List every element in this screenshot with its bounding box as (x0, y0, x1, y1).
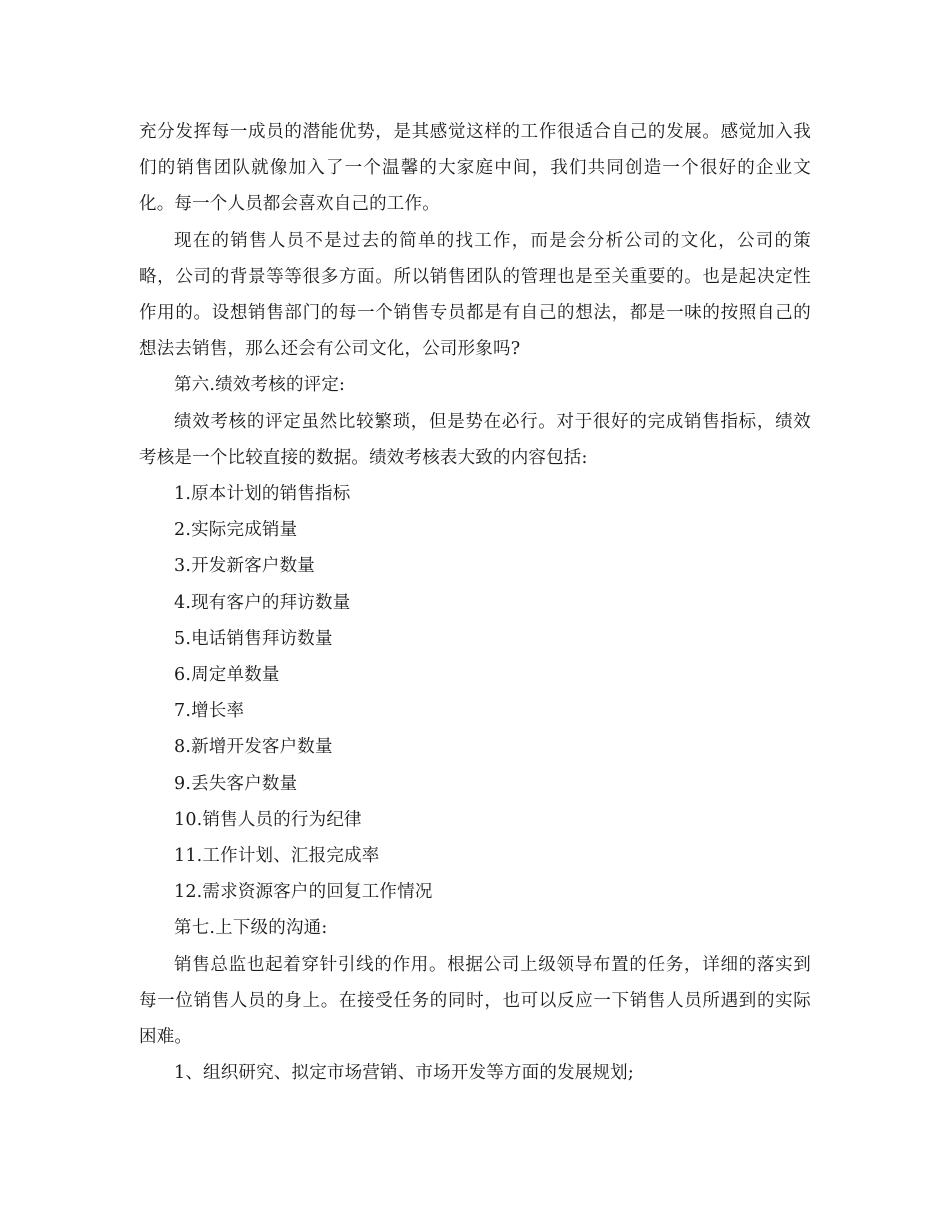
section-heading-communication: 第七.上下级的沟通: (174, 918, 328, 939)
list-item-7: 7.增长率 (174, 701, 245, 722)
paragraph-sales-director: 销售总监也起着穿针引线的作用。根据公司上级领导布置的任务，详细的落实到每一位销售人员的身上。在接受任务的同时，也可以反应一下销售人员所遇到的实际困难。 (139, 954, 811, 1048)
list-item-9: 9.丢失客户数量 (174, 773, 298, 794)
list-item-5: 5.电话销售拜访数量 (174, 628, 333, 649)
paragraph-sales-management: 现在的销售人员不是过去的简单的找工作，而是会分析公司的文化，公司的策略，公司的背景等等很多方面。所以销售团队的管理也是至关重要的。也是起决定性作用的。设想销售部门的每一个销售专员都是有自己的想法，都是一味的按照自己的想法去销售，那么还会有公司文化，公司形象吗? (139, 230, 811, 360)
list-item-6: 6.周定单数量 (174, 665, 280, 686)
list-item-11: 11.工作计划、汇报完成率 (174, 846, 380, 867)
document-body (139, 114, 811, 1091)
list-item-2: 2.实际完成销量 (174, 520, 298, 541)
list-item-1: 1.原本计划的销售指标 (174, 484, 351, 505)
list-item-12: 12.需求资源客户的回复工作情况 (174, 882, 433, 903)
list-item-8: 8.新增开发客户数量 (174, 737, 333, 758)
section-heading-performance: 第六.绩效考核的评定: (174, 375, 346, 396)
paragraph-team-culture: 充分发挥每一成员的潜能优势，是其感觉这样的工作很适合自己的发展。感觉加入我们的销售团队就像加入了一个温馨的大家庭中间，我们共同创造一个很好的企业文化。每一个人员都会喜欢自己的工作。 (139, 122, 811, 215)
list-item-10: 10.销售人员的行为纪律 (174, 809, 362, 830)
list-item-3: 3.开发新客户数量 (174, 556, 315, 577)
list-item-4: 4.现有客户的拜访数量 (174, 592, 351, 613)
paragraph-performance-intro: 绩效考核的评定虽然比较繁琐，但是势在必行。对于很好的完成销售指标，绩效考核是一个比较直接的数据。绩效考核表大致的内容包括: (139, 411, 811, 468)
list-item-duty-1: 1、组织研究、拟定市场营销、市场开发等方面的发展规划; (174, 1063, 634, 1084)
